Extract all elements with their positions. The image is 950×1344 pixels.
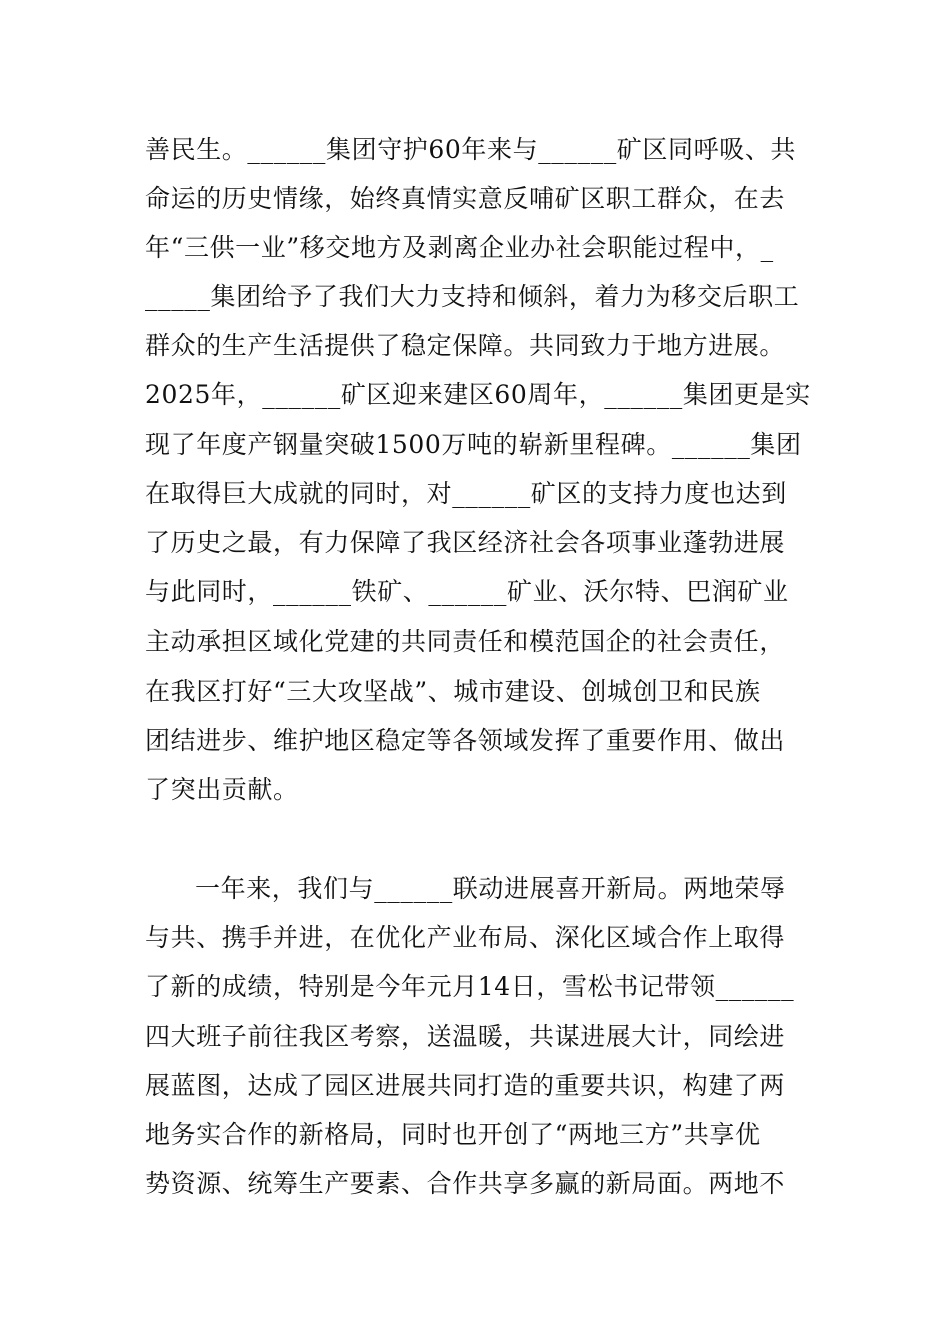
paragraph-2-line-4: 四大班子前往我区考察，送温暖，共谋进展大计，同绘进 [145,1022,786,1051]
paragraph-1-line-13: 团结进步、维护地区稳定等各领域发挥了重要作用、做出 [145,726,786,755]
paragraph-1-line-7: 现了年度产钢量突破1500万吨的崭新里程碑。______集团 [145,430,802,459]
paragraph-1-line-8: 在取得巨大成就的同时，对______矿区的支持力度也达到 [145,479,787,508]
paragraph-1-line-14: 了突出贡献。 [145,775,299,804]
paragraph-2-line-2: 与共、携手并进，在优化产业布局、深化区域合作上取得 [145,923,786,952]
paragraph-1-line-4: _____集团给予了我们大力支持和倾斜，着力为移交后职工 [145,282,800,311]
paragraph-1-line-2: 命运的历史情缘，始终真情实意反哺矿区职工群众，在去 [145,184,786,213]
paragraph-1-line-12: 在我区打好“三大攻坚战”、城市建设、创城创卫和民族 [145,677,761,706]
paragraph-2-line-5: 展蓝图，达成了园区进展共同打造的重要共识，构建了两 [145,1071,786,1100]
paragraph-1-line-1: 善民生。______集团守护60年来与______矿区同呼吸、共 [145,135,797,164]
paragraph-2-line-3: 了新的成绩，特别是今年元月14日，雪松书记带领______ [145,972,795,1001]
paragraph-2-line-7: 势资源、统筹生产要素、合作共享多赢的新局面。两地不 [145,1169,786,1198]
paragraph-1-line-3: 年“三供一业”移交地方及剥离企业办社会职能过程中，_ [145,233,774,262]
paragraph-1-line-5: 群众的生产生活提供了稳定保障。共同致力于地方进展。 [145,331,786,360]
paragraph-1-line-10: 与此同时，______铁矿、______矿业、沃尔特、巴润矿业 [145,577,789,606]
paragraph-2-line-6: 地务实合作的新格局，同时也开创了“两地三方”共享优 [145,1120,761,1149]
paragraph-1-line-9: 了历史之最，有力保障了我区经济社会各项事业蓬勃进展 [145,528,786,557]
paragraph-2-line-1: 一年来，我们与______联动进展喜开新局。两地荣辱 [195,874,786,903]
paragraph-1-line-11: 主动承担区域化党建的共同责任和模范国企的社会责任， [145,627,786,656]
paragraph-1-line-6: 2025年，______矿区迎来建区60周年，______集团更是实 [145,380,811,409]
